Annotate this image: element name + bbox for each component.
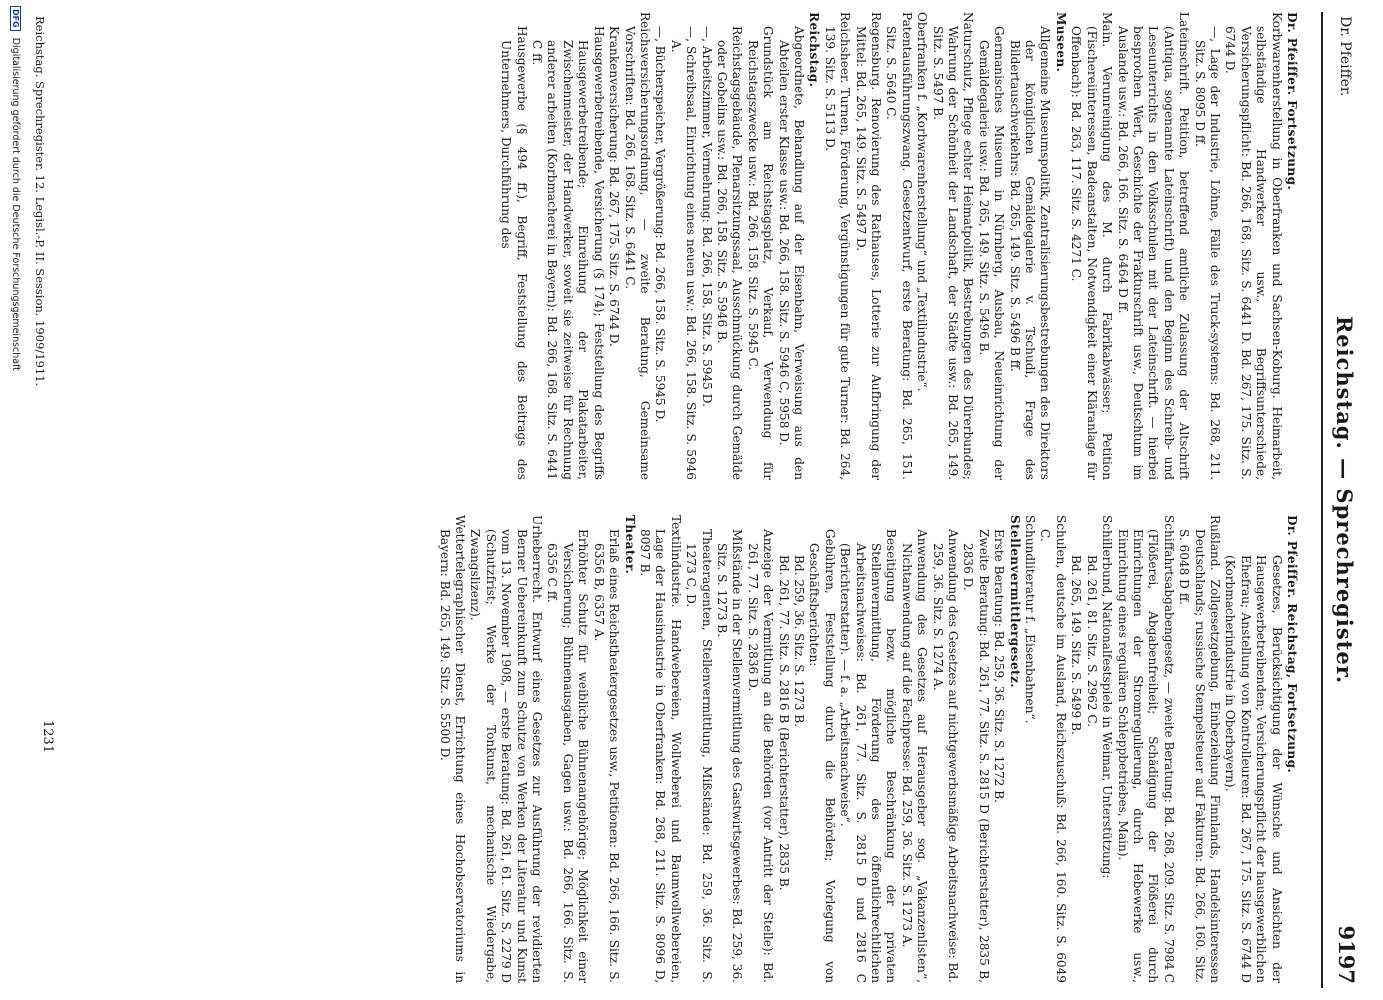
register-entry: Zweite Beratung: Bd. 261, 77. Sitz. S. 2815 D (Berichterstatter), 2835 B, 2836 D. (961, 529, 991, 983)
register-entry: Bd. 265, 149. Sitz. S. 5499 B. (1069, 555, 1084, 735)
register-entry: Beseitigung bezw. mögliche Beschränkung der privaten Stellenvermittlung, Förderung des öffentlichrechtlichen Arbeitsnachweises: Bd. 261, 77. Sitz. S. 2815 D und 2816 C (Berichterstatter). — f. a. „Arbeitsnachweise“. (838, 529, 899, 983)
register-entry: Gesetzes, Berücksichtigung der Wünsche und Ansichten der Hausgewerbetreibenden; Versicherungspflicht der hausgewerblichen Ehefrau; Anstellung von Kontrolleuren: Bd. 267, 175. Sitz. S. 6744 D (Korbmacherindustrie in Oberbayern). (1223, 555, 1284, 983)
header-rule (1321, 12, 1323, 988)
register-entry: Allgemeine Museumspolitik, Zentralisierungsbestrebungen des Direktors der königlichen Gemäldegalerie v. Tschudi, Frage des Bildertauschverkehrs: Bd. 265, 149. Sitz. S. 5496 B ff. (1007, 26, 1053, 480)
dfg-logo: DFG (10, 6, 21, 31)
register-entry: Erhöhter Schutz für weibliche Bühnenangehörige; Möglichkeit einer Versicherung; Bühnenausgaben, Gagen usw.: Bd. 266, 166. Sitz. S. 6356 C ff. (545, 529, 591, 983)
register-entry: Abgeordnete, Behandlung auf der Eisenbahn, Verweisung aus den Abteilen erster Klasse usw.: Bd. 266, 158. Sitz. S. 5946 C, 5958 D. (776, 26, 806, 480)
register-entry: Naturschutz, Pflege echter Heimatpolitik, Bestrebungen des Dürerbundes; Wahrung der Schönheit der Landschaft, der Städte usw.: Bd. 265, 149. Sitz. S. 5497 B. (930, 12, 976, 480)
register-entry: Textilindustrie. Handwebereien, Wollweberei und Baumwollwebereien, Lage der Hausindustrie in Oberfranken: Bd. 268, 211. Sitz. S. 8096 D, 8097 B. (637, 515, 683, 983)
register-entry: Bd. 259, 36. Sitz. S. 1273 B. (792, 555, 806, 728)
register-entry: Lateinschrift. Petition, betreffend amtliche Zulassung der Altschrift (Antiqua, sogenannte Lateinschrift) und den Beginn des Schreib- und Leseunterrichts in den Volksschulen mit der Lateinschrift. — hierbei besprochen Wert, Geschichte der Frakturschrift usw., Deutschtum im Auslande usw.: Bd. 266, 166. Sitz. S. 6464 D ff. (1115, 12, 1192, 480)
register-entry: Korbwarenherstellung in Oberfranken und Sachsen-Koburg. Heimarbeit, selbständige Handwerker usw., Begriffsunterschiede, Versicherungspflicht: Bd. 266, 168. Sitz. S. 6441 D. Bd. 267, 175. Sitz. S. 6744 D. (1223, 12, 1284, 480)
left-column (498, 12, 1299, 480)
register-entry: Bd. 261, 81. Sitz. S. 2962 C. (1084, 555, 1099, 728)
register-entry: Museen. (1053, 12, 1068, 73)
register-entry: Main. Verunreinigung des M. durch Fabrikabwässer; Petition (Fischereiinteressen, Badeanstalten, Notwendigkeit einer Kläranlage für Offenbach): Bd. 263, 117. Sitz. S. 4271 C. (1069, 12, 1115, 480)
register-entry: Germanisches Museum in Nürnberg, Ausbau, Neueinrichtung der Gemäldegalerie usw.: Bd. 265, 149. Sitz. S. 5496 B. (976, 26, 1007, 480)
register-entry: Schiffahrtsabgabengesetz, — zweite Beratung: Bd. 268, 209. Sitz. S. 7984 C (Flößerei, Abgabenfreiheit; Schädigung der Flößerei durch Einrichtungen der Stromregulierung, durch Hebewerke usw., Einrichtung eines regulären Schleppbetriebes, Main). (1115, 515, 1176, 983)
register-entry: Mißstände in der Stellenvermittlung des Gastwirtsgewerbes: Bd. 259, 36. Sitz. S. 1273 B. (714, 529, 745, 983)
register-entry: —, Bücherspeicher, Vergrößerung: Bd. 266, 158. Sitz. S. 5945 D. (653, 26, 668, 423)
register-entry: Krankenversicherung: Bd. 267, 175. Sitz. S. 6744 D. (607, 26, 622, 347)
register-entry: Dr. Pfeiffer. Fortsetzung. (1285, 12, 1299, 191)
register-entry: Dr. Pfeiffer. Reichstag, Fortsetzung. (1285, 515, 1299, 774)
register-entry: Oberfranken f. „Korbwarenherstellung“ und „Textilindustrie“. (915, 12, 930, 392)
footer-page-number: 1231 (40, 720, 55, 754)
register-entry: Gebühren, Feststellung durch die Behörden; Vorlegung von Geschäftsberichten: (807, 529, 837, 983)
register-entry: Rußland. Zollgesetzgebung, Einbeziehung Finnlands, Handelsinteressen Deutschlands; russische Stempelsteuer auf Fakturen: Bd. 266, 160. Sitz. S. 6048 D ff. (1177, 515, 1222, 983)
right-column (436, 515, 1299, 983)
register-entry: Reichsheer. Turnen, Förderung, Vergünstigungen für gute Turner: Bd. 264, 139. Sitz. S. 5113 D. (822, 12, 853, 480)
register-entry: Wettertelegraphischer Dienst, Errichtung eines Hochobservatoriums in Bayern: Bd. 265, 149. Sitz. S. 5500 D. (437, 515, 468, 983)
register-entry: Theateragenten, Stellenvermittlung, Mißstände: Bd. 259, 36. Sitz. S. 1273 C, D. (684, 529, 714, 983)
register-entry: Regensburg. Renovierung des Rathauses, Lotterie zur Aufbringung der Mittel: Bd. 265, 149. Sitz. S. 5497 D. (853, 12, 884, 480)
register-entry: Schillerbund, Nationalfestspiele in Weimar, Unterstützung: (1100, 515, 1115, 879)
register-entry: —, Schreibsaal, Einrichtung eines neuen usw.: Bd. 266, 158. Sitz. S. 5946 A. (668, 26, 699, 480)
register-entry: Hausgewerbe (§ 494 ff.), Begriff, Feststellung des Beitrags des Unternehmers, Durchführung des (499, 26, 529, 480)
register-entry: Urheberrecht. Entwurf eines Gesetzes zur Ausführung der revidierten Berner Uebereinkunft zum Schutze von Werken der Literatur und Kunst vom 13. November 1908, — erste Beratung: Bd. 261, 61. Sitz. S. 2279 D (Schutzfrist; Werke der Tonkunst, mechanische Wiedergabe, Zwangslizenz). (468, 515, 545, 983)
register-entry: Anwendung des Gesetzes auf Herausgeber sog. „Vakanzenlisten“, Nichtanwendung auf die Fachpresse: Bd. 259, 36. Sitz. S. 1273 A. (899, 529, 930, 983)
footer-source: Reichstag. Sprechregister. 12. Legisl.-P. II. Session. 1909/1911. (33, 16, 47, 387)
register-entry: Bd. 261, 77. Sitz. S. 2816 B (Berichterstatter), 2835 B. (776, 555, 791, 891)
register-entry: Anzeige der Vermittlung an die Behörden (vor Antritt der Stelle): Bd. 261, 77. Sitz. S. 2836 D. (745, 529, 776, 983)
register-entry: Reichstagsgebäude, Plenarsitzungssaal, Ausschmückung durch Gemälde oder Gobelins usw.: Bd. 266, 158. Sitz. S. 5946 B. (714, 26, 745, 480)
register-entry: Patentausführungszwang. Gesetzentwurf, erste Beratung: Bd. 265, 151. Sitz. S. 5640 C. (884, 12, 914, 480)
register-entry: Anwendung des Gesetzes auf nichtgewerbsmäßige Arbeitsnachweise: Bd. 259, 36. Sitz. S. 1274 A. (930, 529, 961, 983)
register-entry: Erlaß eines Reichstheatergesetzes usw., Petitionen: Bd. 266, 166. Sitz. S. 6356 B, 6357 A. (591, 529, 622, 983)
register-entry: Schundliteratur f. „Eisenbahnen“. (1023, 515, 1038, 724)
dfg-credit (10, 6, 21, 371)
register-entry: Grundstück am Reichstagsplatz, Verkauf, Verwendung für Reichstagszwecke usw.: Bd. 266, 158. Sitz. S. 5945 C. (745, 26, 776, 480)
register-entry: —, Arbeitszimmer, Vermehrung: Bd. 266, 158. Sitz. S. 5945 D. (699, 26, 714, 407)
register-entry: Erste Beratung: Bd. 259, 36. Sitz. S. 1272 B. (992, 529, 1007, 803)
header-title: Reichstag. — Sprechregister. (1332, 315, 1357, 685)
dfg-credit-text: Digitalisierung gefördert durch die Deutsche Forschungsgemeinschaft (10, 37, 21, 372)
register-entry: Schulen, deutsche im Ausland, Reichszuschuß: Bd. 266, 160. Sitz. S. 6049 C. (1038, 515, 1068, 983)
register-entry: Reichsversicherungsordnung, — zweite Beratung, Gemeinsame Vorschriften: Bd. 266, 168. Sitz. S. 6441 C. (622, 12, 652, 480)
register-entry: Theater. (622, 515, 637, 575)
register-entry: Hausgewerbetreibende, Versicherung (§ 174); Feststellung des Begriffs Hausgewerbetreibende; Einreihung der Plakatarbeiter, Zwischenmeister, der Handwerker, soweit sie zeitweise für Rechnung anderer arbeiten (Korbmacherei in Bayern): Bd. 266, 168. Sitz. S. 6441 C ff. (530, 26, 606, 480)
header-speaker: Dr. Pfeiffer. (1337, 16, 1353, 97)
register-entry: Stellenvermittlergesetz. (1007, 515, 1022, 688)
register-entry: —, Lage der Industrie, Löhne, Fälle des Truck-systems: Bd. 268, 211. Sitz. S. 8095 D ff. (1192, 26, 1222, 480)
header-page-number: 9197 (1334, 925, 1359, 984)
register-entry: Reichstag. (807, 12, 822, 88)
running-header (1321, 0, 1361, 1000)
